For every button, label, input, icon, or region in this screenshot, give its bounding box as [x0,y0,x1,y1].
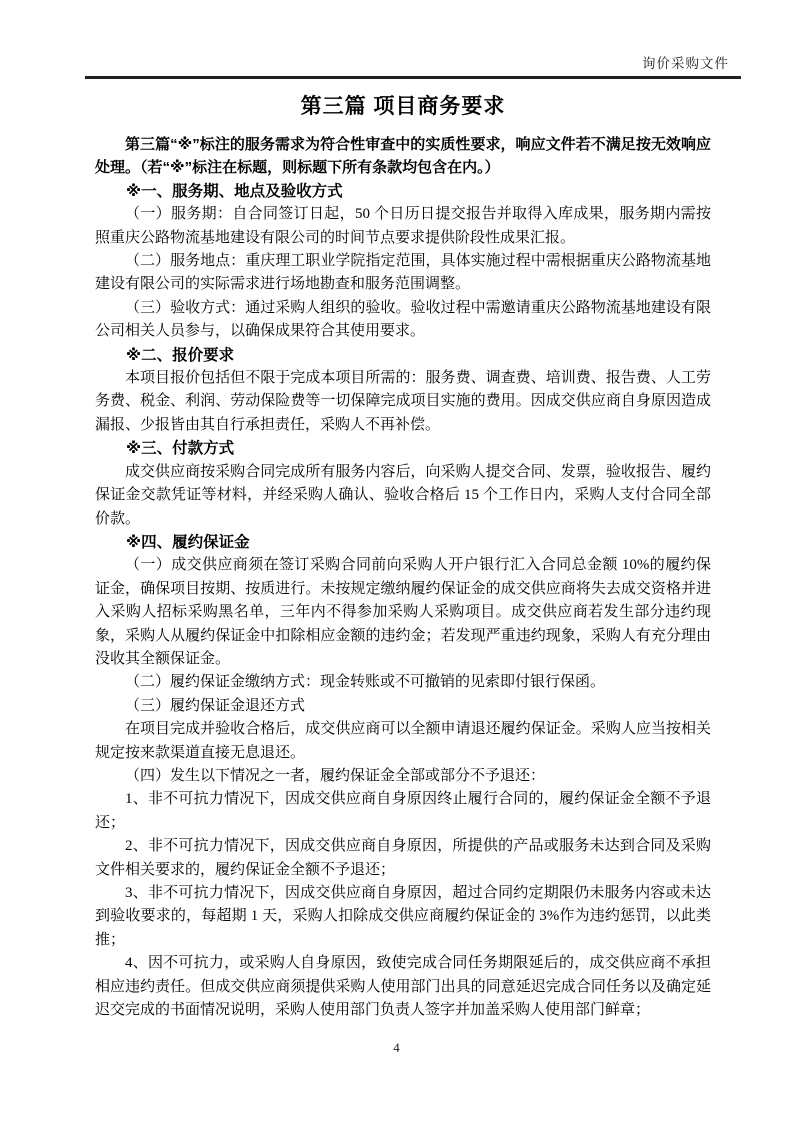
para-bond-refund-process: 在项目完成并验收合格后，成交供应商可以全额申请退还履约保证金。采购人应当按相关规定按来款渠道直接无息退还。 [95,721,711,761]
para-forfeit-item-4: 4、因不可抗力，或采购人自身原因，致使完成合同任务期限延后的，成交供应商不承担相应违约责任。但成交供应商须提供采购人使用部门出具的同意延迟完成合同任务以及确定延迟交完成的书面情况说明，采购人使用部门负责人签字并加盖采购人使用部门鲜章； [95,955,711,1019]
para-quotation-scope: 本项目报价包括但不限于完成本项目所需的：服务费、调查费、培训费、报告费、人工劳务费、税金、利润、劳动保险费等一切保障完成项目实施的费用。因成交供应商自身原因造成漏报、少报皆由其自行承担责任，采购人不再补偿。 [95,370,711,433]
page-header [85,52,729,72]
para-bond-payment-method: （二）履约保证金缴纳方式：现金转账或不可撤销的见索即付银行保函。 [125,674,606,691]
para-forfeit-item-1: 1、非不可抗力情况下，因成交供应商自身原因终止履行合同的，履约保证金全额不予退还； [95,791,711,831]
para-service-location: （二）服务地点：重庆理工职业学院指定范围，具体实施过程中需根据重庆公路物流基地建设有限公司的实际需求进行场地勘查和服务范围调整。 [95,253,711,293]
page-footer [0,1040,793,1056]
para-forfeit-item-2: 2、非不可抗力情况下，因成交供应商自身原因，所提供的产品或服务未达到合同及采购文件相关要求的，履约保证金全额不予退还； [95,838,711,878]
para-forfeit-item-3: 3、非不可抗力情况下，因成交供应商自身原因，超过合同约定期限仍未服务内容或未达到验收要求的，每超期 1 天，采购人扣除成交供应商履约保证金的 3%作为违约惩罚，以此类推； [95,885,711,948]
para-service-period: （一）服务期：自合同签订日起，50 个日历日提交报告并取得入库成果，服务期内需按照重庆公路物流基地建设有限公司的时间节点要求提供阶段性成果汇报。 [95,206,711,246]
para-bond-refund-method: （三）履约保证金退还方式 [125,697,306,714]
document-body [95,88,711,1022]
section-2-heading: ※二、报价要求 [126,346,235,364]
header-rule [85,76,741,79]
intro-note: 第三篇“※”标注的服务需求为符合性审查中的实质性要求，响应文件若不满足按无效响应处理。（若“※”标注在标题，则标题下所有条款均包含在内。） [95,136,711,177]
section-3-heading: ※三、付款方式 [126,440,235,458]
para-bond-amount: （一）成交供应商须在签订采购合同前向采购人开户银行汇入合同总金额 10%的履约保证金，确保项目按期、按质进行。未按规定缴纳履约保证金的成交供应商将失去成交资格并进入采购人招标采购黑名单，三年内不得参加采购人采购项目。成交供应商若发生部分违约现象，采购人从履约保证金中扣除相应金额的违约金；若发现严重违约现象，采购人有充分理由没收其全额保证金。 [95,557,711,667]
para-acceptance-method: （三）验收方式：通过采购人组织的验收。验收过程中需邀请重庆公路物流基地建设有限公司相关人员参与，以确保成果符合其使用要求。 [95,299,711,340]
section-4-heading: ※四、履约保证金 [126,533,250,551]
page-number: 4 [393,1040,400,1055]
page-title: 第三篇 项目商务要求 [300,95,506,118]
section-1-heading: ※一、服务期、地点及验收方式 [126,182,343,200]
para-bond-forfeit-intro: （四）发生以下情况之一者，履约保证金全部或部分不予退还： [125,767,546,784]
para-payment-terms: 成交供应商按采购合同完成所有服务内容后，向采购人提交合同、发票，验收报告、履约保证金交款凭证等材料，并经采购人确认、验收合格后 15 个工作日内，采购人支付合同全部价款。 [95,463,711,527]
header-doc-type-label: 询价采购文件 [642,56,729,71]
